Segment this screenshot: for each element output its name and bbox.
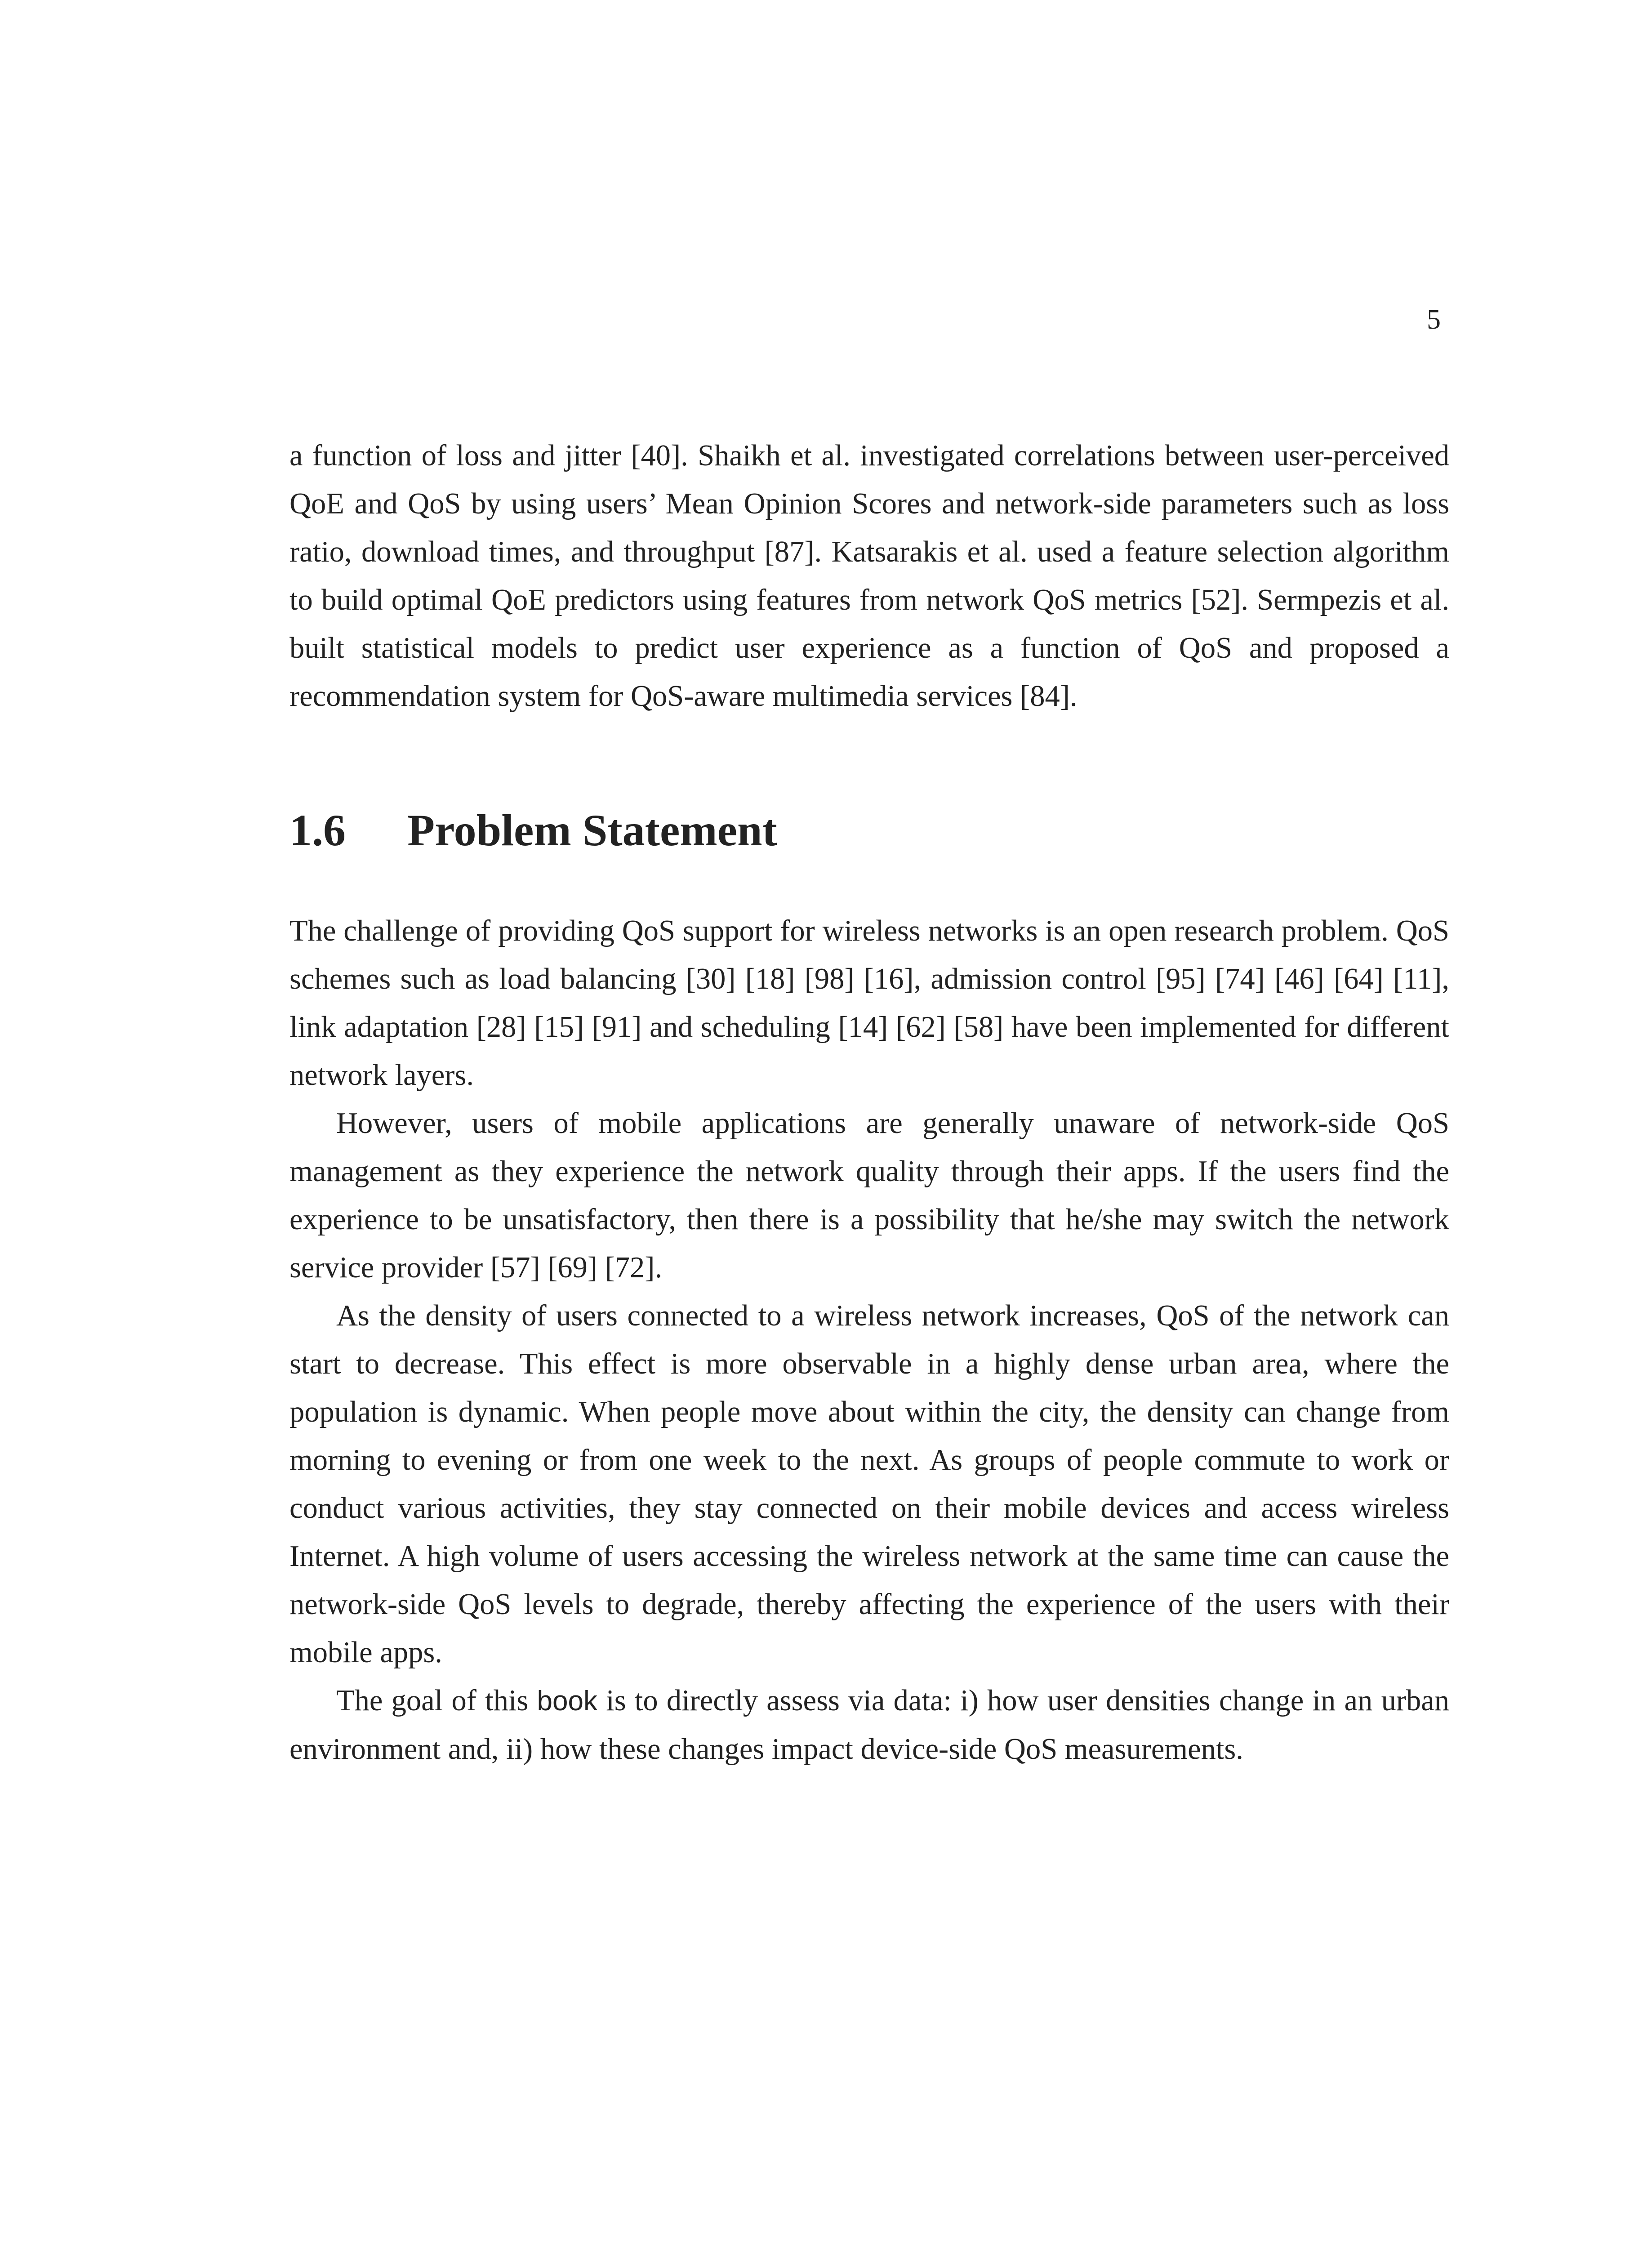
body-paragraph-1: The challenge of providing QoS support for wireless networks is an open research problem. QoS schemes such as load balancing [30] [18] [98] [16], admission control [95] [74] [46] [64] [11], link adaptation [28] [15] [91] and scheduling [14] [62] [58] have been implemented for different network layers. [289, 914, 1449, 1092]
body-paragraph-3: As the density of users connected to a wireless network increases, QoS of the network can start to decrease. This effect is more observable in a highly dense urban area, where the population is dynamic. When people move about within the city, the density can change from morning to evening or from one week to the next. As groups of people commute to work or conduct various activities, they stay connected on their mobile devices and access wireless Internet. A high volume of users accessing the wireless network at the same time can cause the network-side QoS levels to degrade, thereby affecting the experience of the users with their mobile apps. [289, 1299, 1449, 1669]
section-title: Problem Statement [407, 805, 777, 855]
section-heading [289, 806, 1449, 855]
goal-text-start: The goal of this [336, 1684, 537, 1717]
intro-paragraph: a function of loss and jitter [40]. Shaikh et al. investigated correlations between user-perceived QoE and QoS by using users’ Mean Opinion Scores and network-side parameters such as loss ratio, download times, and throughput [87]. Katsarakis et al. used a feature selection algorithm to build optimal QoE predictors using features from network QoS metrics [52]. Sermpezis et al. built statistical models to predict user experience as a function of QoS and proposed a recommendation system for QoS-aware multimedia services [84]. [289, 439, 1449, 713]
goal-paragraph [289, 1677, 1449, 1773]
section-number: 1.6 [289, 805, 346, 855]
goal-highlight-word: book [537, 1686, 597, 1717]
goal-text-end: is to directly assess via data: i) how user densities change in an urban environment and, ii) how these changes impact device-side QoS measurements. [289, 1684, 1450, 1766]
body-paragraph-2: However, users of mobile applications are generally unaware of network-side QoS management as they experience the network quality through their apps. If the users find the experience to be unsatisfactory, then there is a possibility that he/she may switch the network service provider [57] [69] [72]. [289, 1107, 1449, 1284]
section-body [289, 907, 1449, 1773]
page-number: 5 [1427, 304, 1441, 335]
page-content [289, 432, 1449, 1773]
